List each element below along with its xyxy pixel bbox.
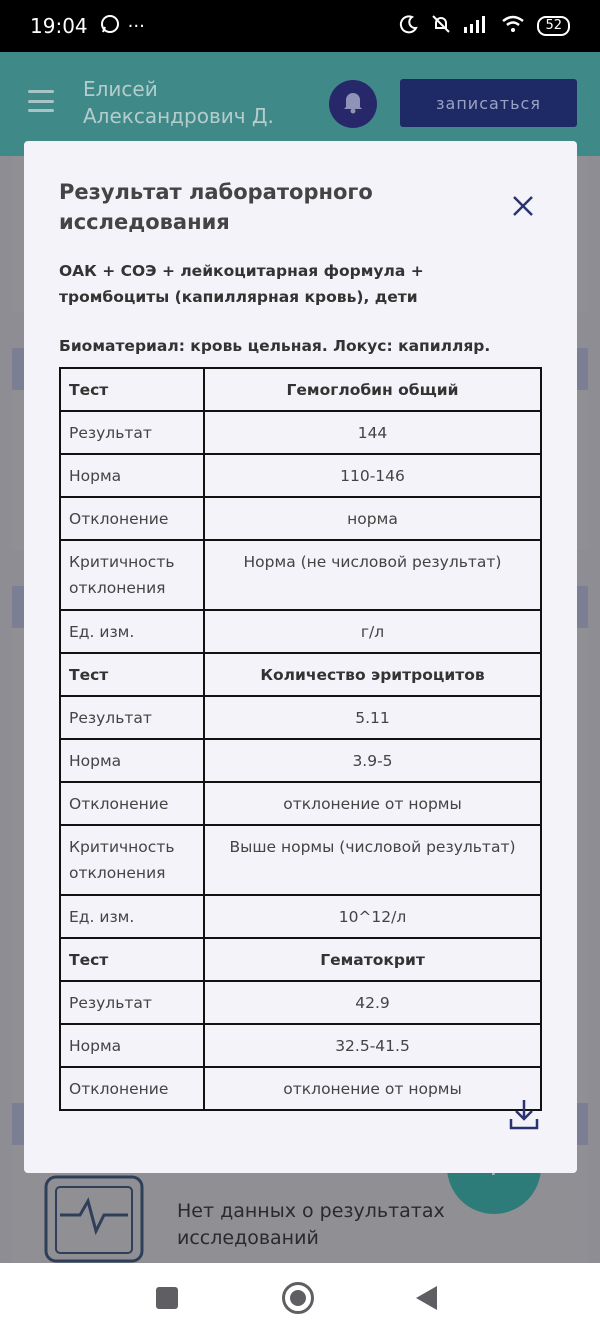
download-button[interactable]	[508, 1097, 540, 1131]
table-row: Ед. изм. г/л	[60, 610, 541, 653]
moon-icon	[399, 14, 419, 38]
table-row: Ед. изм. 10^12/л	[60, 895, 541, 938]
wifi-icon	[501, 15, 525, 37]
table-row: Норма 110-146	[60, 454, 541, 497]
book-appointment-button[interactable]: записаться	[400, 79, 577, 127]
table-row: Норма 3.9-5	[60, 739, 541, 782]
table-row: Отклонение отклонение от нормы	[60, 782, 541, 825]
table-row: Тест Гематокрит	[60, 938, 541, 981]
table-row: Результат 5.11	[60, 696, 541, 739]
close-button[interactable]	[508, 191, 538, 221]
table-row: Отклонение отклонение от нормы	[60, 1067, 541, 1110]
empty-results-text: Нет данных о результатах исследований	[177, 1200, 445, 1249]
status-bar	[0, 0, 600, 52]
table-row: Норма 32.5-41.5	[60, 1024, 541, 1067]
test-panel-name: ОАК + СОЭ + лейкоцитарная формула + тромбоциты (капиллярная кровь), дети	[59, 262, 424, 306]
more-dots-icon: ···	[127, 15, 145, 37]
notifications-button[interactable]	[329, 80, 377, 128]
signal-icon	[463, 15, 489, 37]
battery-indicator: 52	[537, 16, 570, 36]
system-nav-bar	[0, 1263, 600, 1333]
lab-result-modal	[24, 141, 577, 1173]
table-row: Критичность отклонения Выше нормы (числовой результат)	[60, 825, 541, 895]
biomaterial-info: Биоматериал: кровь цельная. Локус: капилляр.	[59, 337, 491, 355]
user-name[interactable]: Елисей Александрович Д.	[83, 77, 274, 128]
back-icon[interactable]	[416, 1286, 437, 1310]
status-time: 19:04	[30, 14, 88, 38]
modal-title: Результат лабораторного исследования	[59, 180, 373, 234]
monitor-chart-icon	[44, 1175, 144, 1263]
whatsapp-icon	[100, 14, 120, 39]
table-row: Результат 144	[60, 411, 541, 454]
menu-icon[interactable]	[28, 90, 54, 112]
table-row: Результат 42.9	[60, 981, 541, 1024]
table-row: Тест Гемоглобин общий	[60, 368, 541, 411]
table-row: Тест Количество эритроцитов	[60, 653, 541, 696]
home-icon[interactable]	[282, 1282, 314, 1314]
bell-off-icon	[431, 14, 451, 38]
bell-icon	[342, 90, 364, 118]
download-icon	[508, 1116, 540, 1135]
results-table	[59, 367, 542, 1111]
table-row: Критичность отклонения Норма (не числовой результат)	[60, 540, 541, 610]
table-row: Отклонение норма	[60, 497, 541, 540]
close-icon	[508, 206, 538, 225]
recent-apps-icon[interactable]	[156, 1287, 178, 1309]
results-table-scroll[interactable]	[59, 367, 542, 1098]
